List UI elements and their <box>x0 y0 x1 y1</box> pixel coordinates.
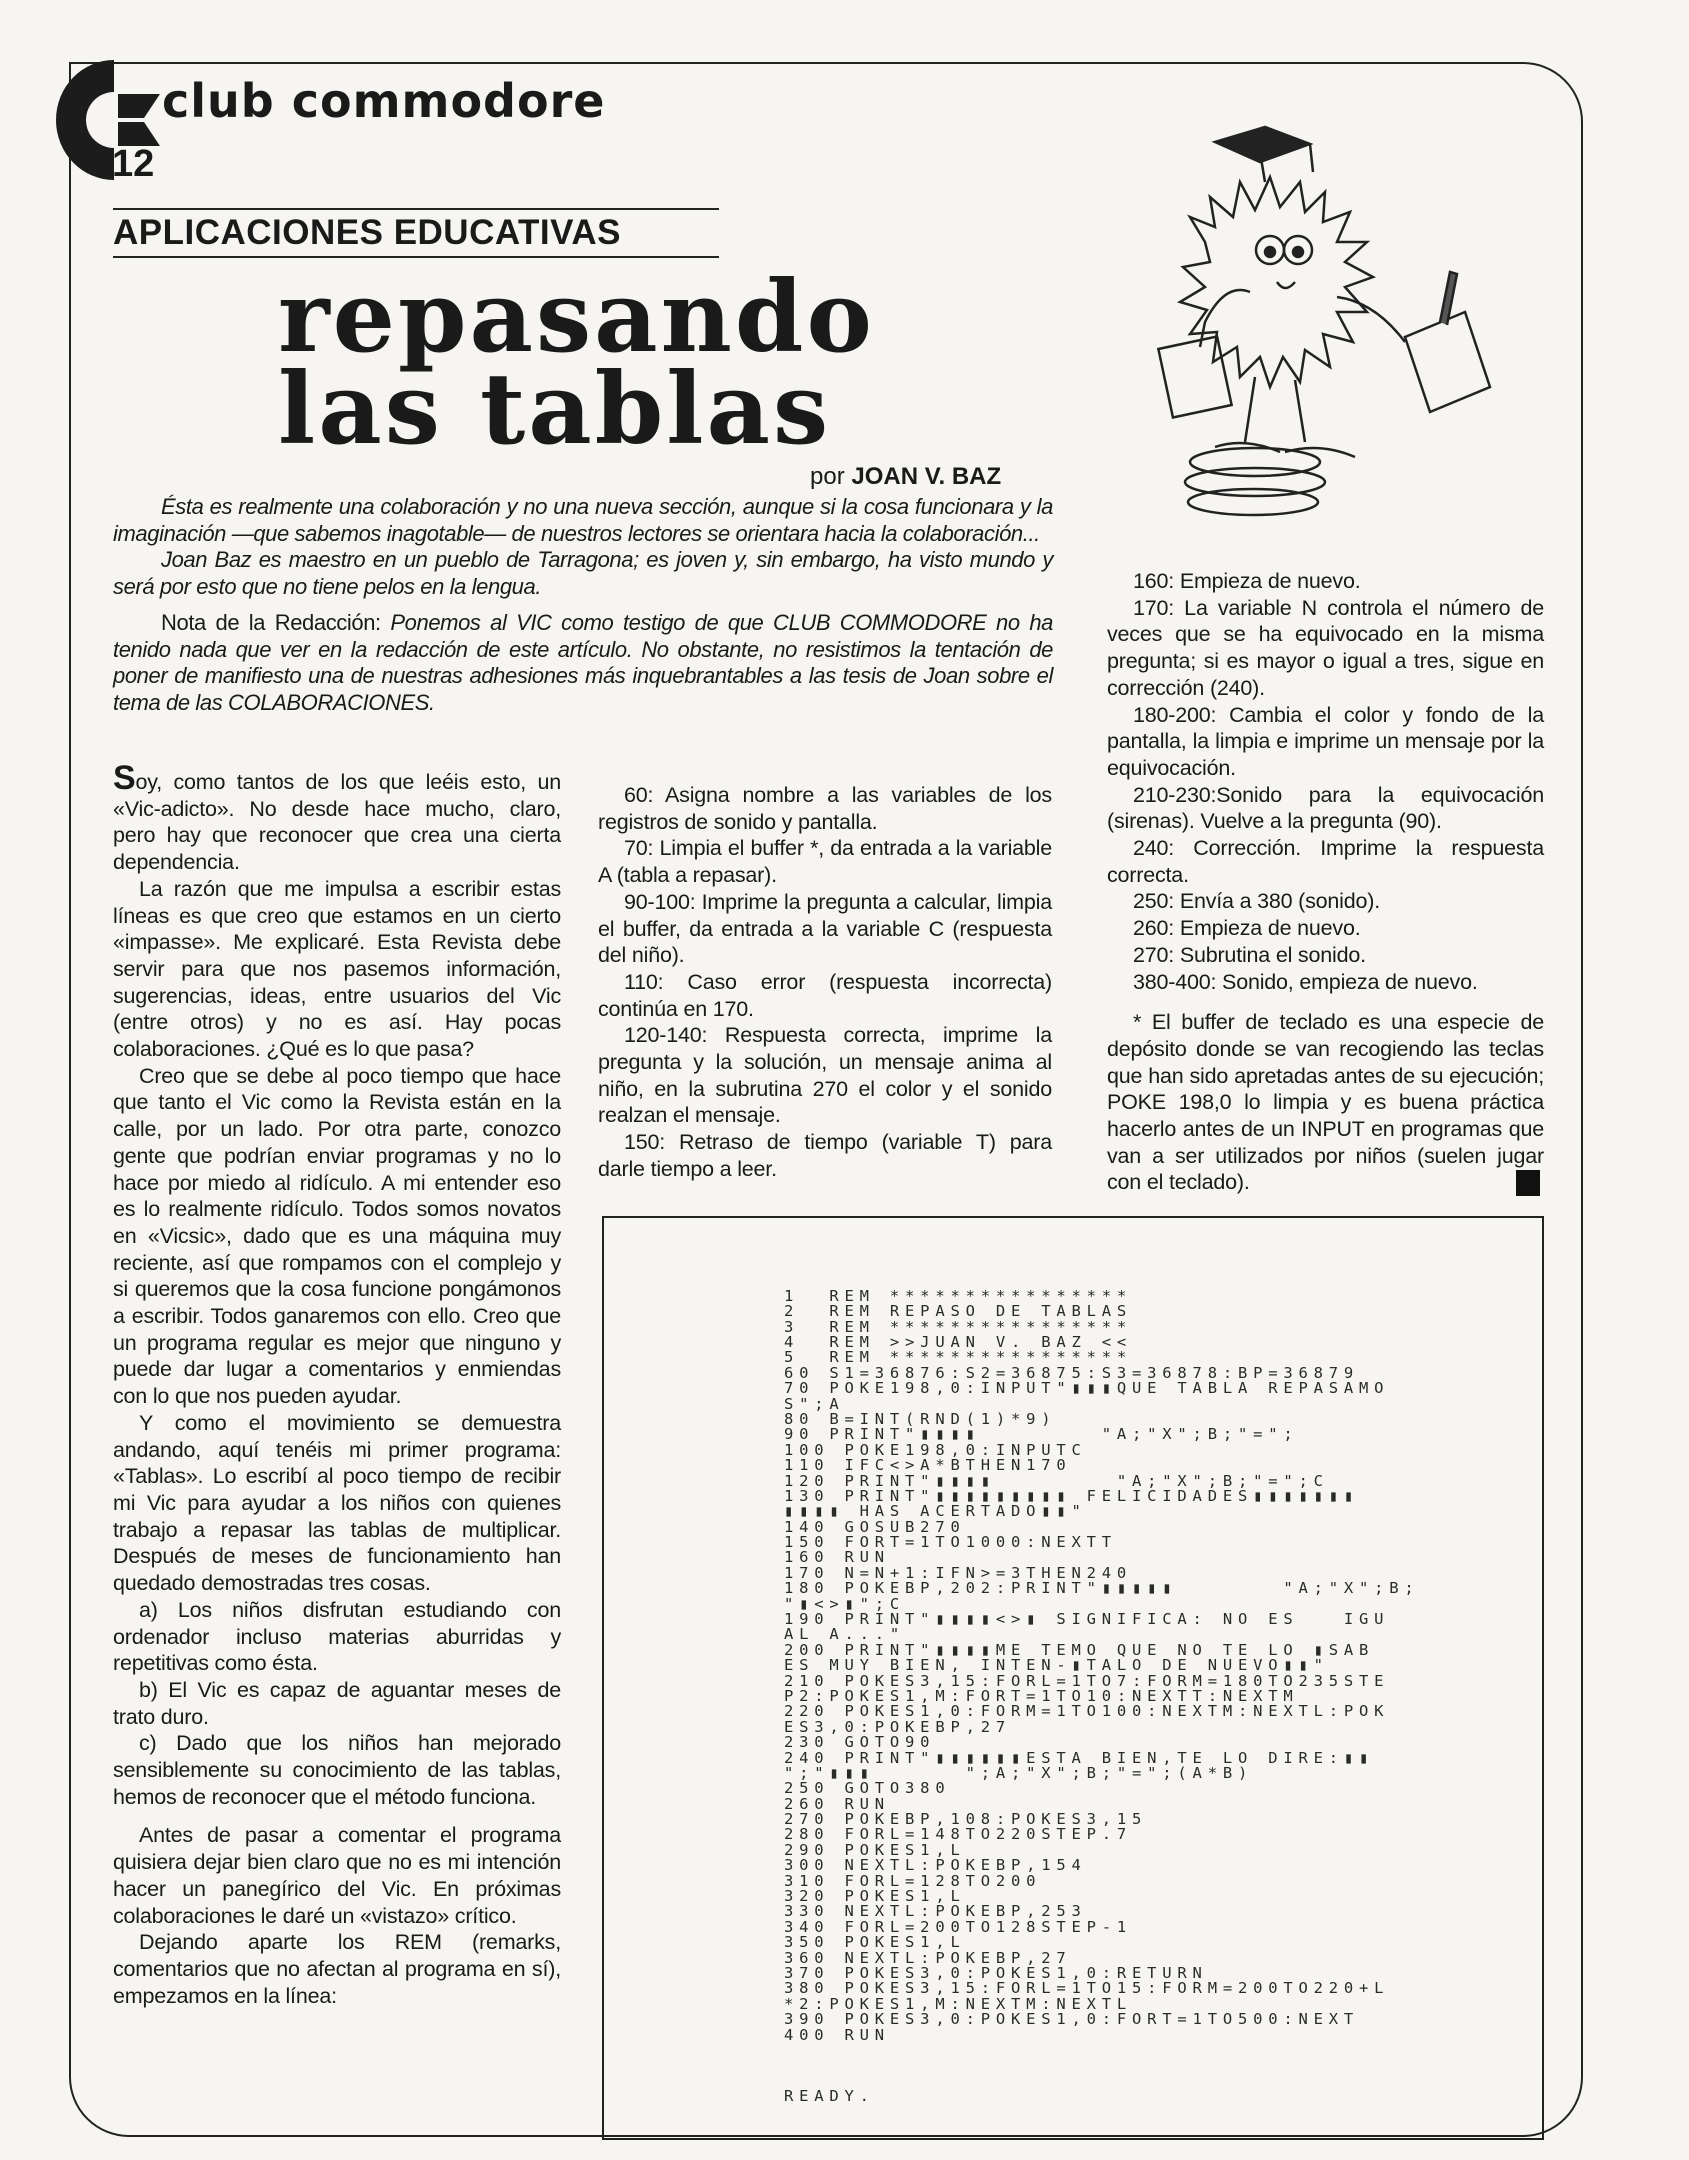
listing-line: 350 POKES1,L <box>784 1933 966 1952</box>
listing-line: 280 FORL=148TO220STEP.7 <box>784 1825 1133 1844</box>
listing-line: 220 POKES1,0:FORM=1TO100:NEXTM:NEXTL:POK <box>784 1702 1390 1721</box>
body-paragraph: La razón que me impulsa a escribir estas líneas es que creo que estamos en un cierto «impasse». Me explicaré. Esta Revista debe servir para que nos pasemos información, sugerencias, ideas, entre usuarios del Vic (entre otros) y no es así. Hay pocas colaboraciones. ¿Qué es lo que pasa? <box>113 876 561 1062</box>
left-column <box>113 759 561 2009</box>
intro-paragraph: Ésta es realmente una colaboración y no una nueva sección, aunque si la cosa funcionara y la imaginación —que sabemos inagotable— de nuestros lectores se orientara hacia la colaboración... <box>113 494 1053 546</box>
line-explanation: 270: Subrutina el sonido. <box>1133 942 1366 967</box>
line-explanation: 170: La variable N controla el número de veces que se ha equivocado en la misma pregunta; si es mayor o igual a tres, sigue en corrección (240). <box>1107 595 1544 700</box>
body-paragraph: Dejando aparte los REM (remarks, comentarios que no afectan al programa en sí), empezamos en la línea: <box>113 1930 561 2008</box>
section-rule-bottom <box>113 256 719 258</box>
drop-cap: S <box>113 759 136 797</box>
line-explanation: 210-230:Sonido para la equivocación (sirenas). Vuelve a la pregunta (90). <box>1107 782 1544 834</box>
listing-line: 290 POKES1,L <box>784 1840 966 1859</box>
listing-line: 400 RUN <box>784 2025 890 2044</box>
line-explanation: 60: Asigna nombre a las variables de los registros de sonido y pantalla. <box>598 783 1052 834</box>
listing-line: 210 POKES3,15:FORL=1TO7:FORM=180TO235STE <box>784 1671 1390 1690</box>
listing-line: 2 REM REPASO DE TABLAS <box>784 1302 1133 1321</box>
listing-line: 270 POKEBP,108:POKES3,15 <box>784 1810 1148 1829</box>
listing-line: 150 FORT=1TO1000:NEXTT <box>784 1533 1117 1552</box>
line-explanation: 180-200: Cambia el color y fondo de la pantalla, la limpia e imprime un mensaje por la equivocación. <box>1107 702 1544 780</box>
listing-line: ES3,0:POKEBP,27 <box>784 1717 1011 1736</box>
right-column <box>1107 568 1544 1196</box>
line-explanation: 250: Envía a 380 (sonido). <box>1133 889 1380 914</box>
line-explanation: 70: Limpia el buffer *, da entrada a la variable A (tabla a repasar). <box>598 836 1052 888</box>
line-explanation: 240: Corrección. Imprime la respuesta correcta. <box>1107 836 1544 887</box>
line-explanation: 160: Empieza de nuevo. <box>1133 569 1361 593</box>
listing-line: 180 POKEBP,202:PRINT"▮▮▮▮▮ "A;"X";B; <box>784 1579 1420 1598</box>
opening-paragraph <box>113 759 561 876</box>
listing-line: 200 PRINT"▮▮▮▮ME TEMO QUE NO TE LO ▮SAB <box>784 1640 1375 1659</box>
listing-line: 5 REM **************** <box>784 1348 1133 1367</box>
listing-line: 330 NEXTL:POKEBP,253 <box>784 1902 1087 1921</box>
listing-line: 80 B=INT(RND(1)*9) <box>784 1409 1057 1428</box>
body-paragraph: Antes de pasar a comentar el programa quisiera dejar bien claro que no es mi intención hacer un panegírico del Vic. En próximas colaboraciones le daré un «vistazo» crítico. <box>113 1823 561 1928</box>
listing-line: 170 N=N+1:IFN>=3THEN240 <box>784 1563 1133 1582</box>
line-explanation: 90-100: Imprime la pregunta a calcular, limpia el buffer, da entrada a la variable C (respuesta del niño). <box>598 889 1052 968</box>
listing-line: 110 IFC<>A*BTHEN170 <box>784 1456 1072 1475</box>
editor-note <box>113 610 1053 716</box>
byline-prefix: por <box>810 463 845 490</box>
listing-line: AL A..." <box>784 1625 906 1644</box>
opening-text: oy, como tantos de los que leéis esto, un «Vic-adicto». No desde hace mucho, claro, pero hay que reconocer que crea una cierta dependencia. <box>113 770 561 875</box>
listing-line: 360 NEXTL:POKEBP,27 <box>784 1948 1072 1967</box>
listing-line: 70 POKE198,0:INPUT"▮▮▮QUE TABLA REPASAMO <box>784 1379 1390 1398</box>
listing-line: 190 PRINT"▮▮▮▮<>▮ SIGNIFICA: NO ES IGU <box>784 1610 1390 1629</box>
listing-lines <box>784 1286 1420 2044</box>
listing-line: S";A <box>784 1394 845 1413</box>
line-explanation: 150: Retraso de tiempo (variable T) para darle tiempo a leer. <box>598 1130 1052 1181</box>
intro-standfirst <box>113 494 1053 716</box>
listing-line: 3 REM **************** <box>784 1317 1133 1336</box>
listing-line: 230 GOTO90 <box>784 1733 936 1752</box>
editor-note-label: Nota de la Redacción: <box>161 610 381 635</box>
body-paragraph: b) El Vic es capaz de aguantar meses de trato duro. <box>113 1677 561 1729</box>
listing-line: 1 REM **************** <box>784 1286 1133 1305</box>
section-rule-top <box>113 208 719 210</box>
page-number: 12 <box>112 143 155 185</box>
listing-line: 320 POKES1,L <box>784 1887 966 1906</box>
line-explanation: 380-400: Sonido, empieza de nuevo. <box>1133 969 1478 994</box>
body-paragraph: Y como el movimiento se demuestra andando, aquí tenéis mi primer programa: «Tablas». Lo escribí al poco tiempo de recibir mi Vic para ayudar a los niños con quienes trabajo a repasar las tablas de multiplicar. Después de meses de funcionamiento han quedado demostradas tres cosas. <box>113 1410 561 1596</box>
body-paragraph: c) Dado que los niños han mejorado sensiblemente su conocimiento de las tablas, hemos de reconocer que el método funciona. <box>113 1731 561 1809</box>
listing-line: 390 POKES3,0:POKES1,0:FORT=1TO500:NEXT <box>784 2010 1360 2029</box>
listing-line: 260 RUN <box>784 1794 890 1813</box>
listing-line: 140 GOSUB270 <box>784 1517 966 1536</box>
listing-line: 90 PRINT"▮▮▮▮ "A;"X";B;"="; <box>784 1425 1299 1444</box>
magazine-brand: club commodore <box>162 74 606 128</box>
footnote-text: * El buffer de teclado es una especie de depósito donde se van recogiendo las teclas que han sido apretadas antes de su ejecución; POKE 198,0 lo limpia y es buena práctica hacerlo antes de un INPUT en programas que van a ser utilizados por niños (suelen jugar con el teclado). <box>1107 1010 1544 1195</box>
intro-paragraph: Joan Baz es maestro en un pueblo de Tarragona; es joven y, sin embargo, ha visto mundo y será por esto que no tiene pelos en la lengua. <box>113 547 1053 599</box>
ready-prompt: READY. <box>784 2086 875 2105</box>
listing-line: 340 FORL=200TO128STEP-1 <box>784 1917 1133 1936</box>
article-title-line2: las tablas <box>278 352 832 467</box>
article-title-line1: repasando <box>278 260 875 375</box>
listing-line: 250 GOTO380 <box>784 1779 951 1798</box>
listing-line: 60 S1=36876:S2=36875:S3=36878:BP=36879 <box>784 1363 1360 1382</box>
listing-line: 4 REM >>JUAN V. BAZ << <box>784 1332 1133 1351</box>
listing-line: ES MUY BIEN, INTEN-▮TALO DE NUEVO▮▮" <box>784 1656 1329 1675</box>
body-paragraph: Creo que se debe al poco tiempo que hace que tanto el Vic como la Revista están en la calle, por un lado. Por otra parte, conozco gente que podrían enviar programas y no lo hace por miedo al ridículo. A mi entender eso es lo realmente ridículo. Todos somos novatos en «Vicsic», dado que es una máquina muy reciente, así que rompamos con el complejo y si queremos que la cosa funcione pongámonos a escribir. Todos ganaremos con ello. Creo que un programa regular es mejor que ninguno y puede dar lugar a comentarios y enmiendas con lo que nos pueden ayudar. <box>113 1063 561 1409</box>
byline <box>810 464 1001 490</box>
furry-scholar-cartoon-illustration <box>1105 122 1525 522</box>
listing-line: P2:POKES1,M:FORT=1TO10:NEXTT:NEXTM <box>784 1686 1299 1705</box>
author-name: JOAN V. BAZ <box>851 463 1002 490</box>
listing-line: 100 POKE198,0:INPUTC <box>784 1440 1087 1459</box>
listing-line: ";"▮▮▮ ";A;"X";B;"=";(A*B) <box>784 1763 1254 1782</box>
line-explanation: 110: Caso error (respuesta incorrecta) continúa en 170. <box>598 969 1052 1021</box>
line-explanation: 260: Empieza de nuevo. <box>1133 916 1361 941</box>
listing-line: "▮<>▮";C <box>784 1594 906 1613</box>
editor-note-text: Ponemos al VIC como testigo de que CLUB COMMODORE no ha tenido nada que ver en la redacción de este artículo. No obstante, no resistimos la tentación de poner de manifiesto una de nuestras adhesiones más inquebrantables a las tesis de Joan sobre el tema de las COLABORACIONES. <box>113 610 1053 715</box>
body-paragraph: a) Los niños disfrutan estudiando con ordenador incluso materias aburridas y repetitivas como ésta. <box>113 1597 561 1676</box>
listing-line: 370 POKES3,0:POKES1,0:RETURN <box>784 1964 1208 1982</box>
end-of-article-square-icon <box>1516 1170 1540 1196</box>
middle-column <box>598 782 1052 1183</box>
listing-line: 310 FORL=128TO200 <box>784 1871 1042 1890</box>
listing-line: 130 PRINT"▮▮▮▮▮▮▮▮▮ FELICIDADES▮▮▮▮▮▮▮ <box>784 1486 1360 1505</box>
line-explanation: 120-140: Respuesta correcta, imprime la pregunta y la solución, un mensaje anima al niño, en la subrutina 270 el color y el sonido realzan el mensaje. <box>598 1023 1052 1128</box>
listing-line: 300 NEXTL:POKEBP,154 <box>784 1856 1087 1875</box>
listing-line: 160 RUN <box>784 1548 890 1567</box>
listing-line: 240 PRINT"▮▮▮▮▮▮ESTA BIEN,TE LO DIRE:▮▮ <box>784 1748 1375 1767</box>
listing-line: *2:POKES1,M:NEXTM:NEXTL <box>784 1994 1133 2013</box>
listing-line: ▮▮▮▮ HAS ACERTADO▮▮" <box>784 1502 1087 1521</box>
section-heading: APLICACIONES EDUCATIVAS <box>113 213 622 252</box>
listing-line: 120 PRINT"▮▮▮▮ "A;"X";B;"=";C <box>784 1471 1329 1490</box>
basic-program-listing <box>784 1258 1420 2120</box>
listing-line: 380 POKES3,15:FORL=1TO15:FORM=200TO220+L <box>784 1979 1390 1998</box>
